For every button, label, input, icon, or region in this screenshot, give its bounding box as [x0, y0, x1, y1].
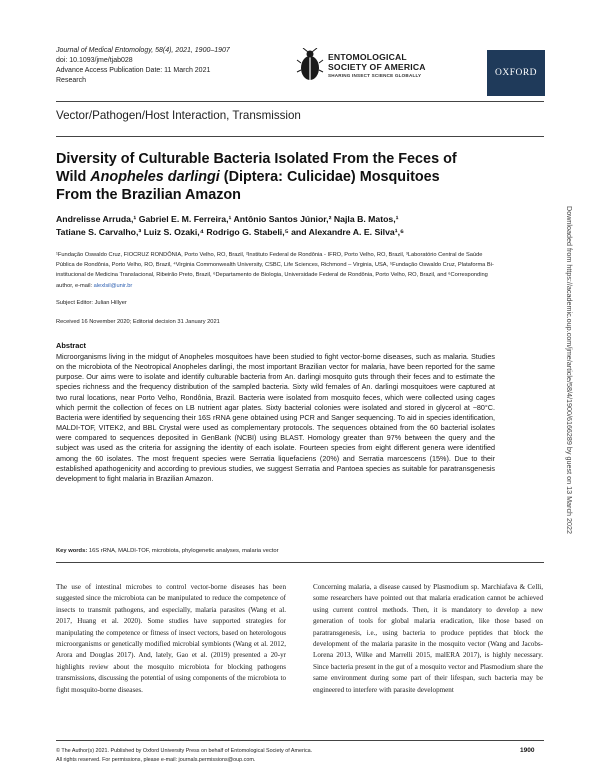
- title-line-3: From the Brazilian Amazon: [56, 187, 241, 203]
- beetle-icon: [296, 48, 324, 82]
- society-logo: [296, 48, 496, 88]
- journal-citation: Journal of Medical Entomology, 58(4), 2021, 1900–1907: [56, 47, 230, 54]
- article-type: Research: [56, 77, 86, 84]
- authors-line-2: Tatiane S. Carvalho,³ Luiz S. Ozaki,⁴ Rodrigo G. Stabeli,⁵ and Alexandre A. E. Silva¹,⁶: [56, 227, 405, 237]
- body-column-left: The use of intestinal microbes to control vector-borne diseases has been suggested since the microbiota can be manipulated to reduce the competence of insects to transmit pathogens, and especially, malaria parasites (Wang et al. 2017, Huang et al. 2020). Some studies have supported strategies for manipulating the competence or fitness of insect vectors, based on heterologous microorganisms or genetically modified microbial symbionts (Wang et al. 2012, Arora and Douglas 2017). And, lately, Gao et al. (2019) presented a 20-yr highlights review about the mosquito microbiota for blocking pathogens transmissions, discussing the potential of using components of the microbiota to fight mosquito-borne diseases.: [56, 583, 286, 694]
- society-name: ENTOMOLOGICAL SOCIETY OF AMERICA: [328, 52, 426, 72]
- corresponding-email-link[interactable]: alexlsil@unir.br: [93, 282, 133, 289]
- footer-divider: [56, 740, 544, 741]
- keywords: Key words: 16S rRNA, MALDI-TOF, microbiota, phylogenetic analyses, malaria vector: [56, 548, 279, 554]
- society-tagline: SHARING INSECT SCIENCE GLOBALLY: [328, 73, 422, 78]
- copyright-footer: © The Author(s) 2021. Published by Oxford University Press on behalf of Entomological Society of America. All rights reserved. For permissions, please e-mail: journals.permissions@oup.com.: [56, 748, 313, 763]
- abstract-divider: [56, 562, 544, 563]
- oxford-badge: OXFORD: [487, 50, 545, 96]
- author-list: [56, 213, 496, 239]
- section-heading: Vector/Pathogen/Host Interaction, Transmission: [56, 109, 301, 122]
- section-divider: [56, 136, 544, 137]
- title-line-2: Wild Anopheles darlingi (Diptera: Culicidae) Mosquitoes: [56, 169, 440, 185]
- doi-line[interactable]: doi: 10.1093/jme/tjab028: [56, 57, 133, 64]
- body-column-right: Concerning malaria, a disease caused by Plasmodium sp. Marchiafava & Celli, some researchers have pointed out that malaria eradication cannot be achieved using current control methods. Then, it is mandatory to develop a new generation of tools for global malaria eradication, like those based on paratransgenesis, i.e., using bacteria to produce peptides that block the development of the malaria parasite in the mosquito vector (Wang and Jacobs-Lorena 2013, Wilke and Marrelli 2015, malERA 2017), is highly necessary. Since bacteria present in the gut of a mosquito vector and Plasmodium share the same environment during some part of their lifespan, such bacteria may be engineered to interfere with parasite development: [313, 583, 543, 694]
- advance-access-line: Advance Access Publication Date: 11 March 2021: [56, 67, 211, 74]
- subject-editor: Subject Editor: Julian Hillyer: [56, 300, 127, 306]
- download-notice: Downloaded from https://academic.oup.com/jme/article/58/4/1900/6166289 by guest on 13 March 2022: [565, 206, 574, 535]
- article-title: [56, 150, 496, 204]
- journal-metadata: [56, 46, 230, 86]
- header-divider: [56, 101, 544, 102]
- abstract-text: Microorganisms living in the midgut of Anopheles mosquitoes have been studied to fight vector-borne diseases, such as malaria. Studies on the microbiota of the Neotropical Anopheles darlingi, the most important Brazilian vector for malaria, have been reported for the same purpose. Our aims were to isolate and identify culturable bacteria from An. darlingi mosquito guts through their feces and to estimate the species richness and the frequency distribution of the sampled bacteria. Sixty wild females of An. darlingi mosquitoes were captured at two rural locations, near Porto Velho, Rondônia, Brazil. Bacteria were isolated from mosquito feces, which were collected using cages which permit the collection of feces on LB nutrient agar plates. Sixty bacterial colonies were isolated and stored in glycerol at −80°C. Bacteria were identified by sequencing their 16S rRNA gene obtained using PCR and Sanger sequencing. To aid in species identification, MALDI-TOF, VITEK2, and BBL Crystal were used as complementary protocols. The sequences obtained from the 60 bacterial isolates were compared to sequences deposited in GenBank (NCBI) using BLAST. Homology greater than 97% between the query and the subject was used as the criteria for assigning the identity of each isolate. Fourteen species from eight different genera were identified among the 60 isolates. The most frequent species were Serratia liquefaciens (20%) and Serratia marcescens (15%). Due to their established apathogenicity and according to previous studies, we suggest Serratia and Pantoea species as suitable for paratransgenesis development to fight malaria in Brazilian Amazon.: [56, 352, 495, 483]
- page-number: 1900: [520, 747, 535, 754]
- abstract-heading: Abstract: [56, 341, 86, 350]
- authors-line-1: Andrelisse Arruda,¹ Gabriel E. M. Ferreira,¹ Antônio Santos Júnior,² Najla B. Matos,¹: [56, 214, 399, 224]
- affiliations: ¹Fundação Oswaldo Cruz, FIOCRUZ RONDÔNIA, Porto Velho, RO, Brazil, ²Instituto Federal de Rondônia - IFRO, Porto Velho, RO, Brazil, ³Laboratório Central de Saúde Pública de Rondônia, Porto Velho, RO, Brazil, ⁴Virginia Commonwealth University, CSBC, Life Sciences, Richmond – Virginia, USA, ⁵Fundação Oswaldo Cruz, Plataforma Bi-institucional de Medicina Translacional, Ribeirão Preto, Brazil, ⁶Departamento de Biologia, Universidade Federal de Rondônia, Porto Velho, RO, Brazil, and ⁶Corresponding author, e-mail: alexlsil@unir.br: [56, 252, 494, 289]
- title-line-1: Diversity of Culturable Bacteria Isolated From the Feces of: [56, 151, 457, 167]
- received-dates: Received 16 November 2020; Editorial decision 31 January 2021: [56, 319, 220, 325]
